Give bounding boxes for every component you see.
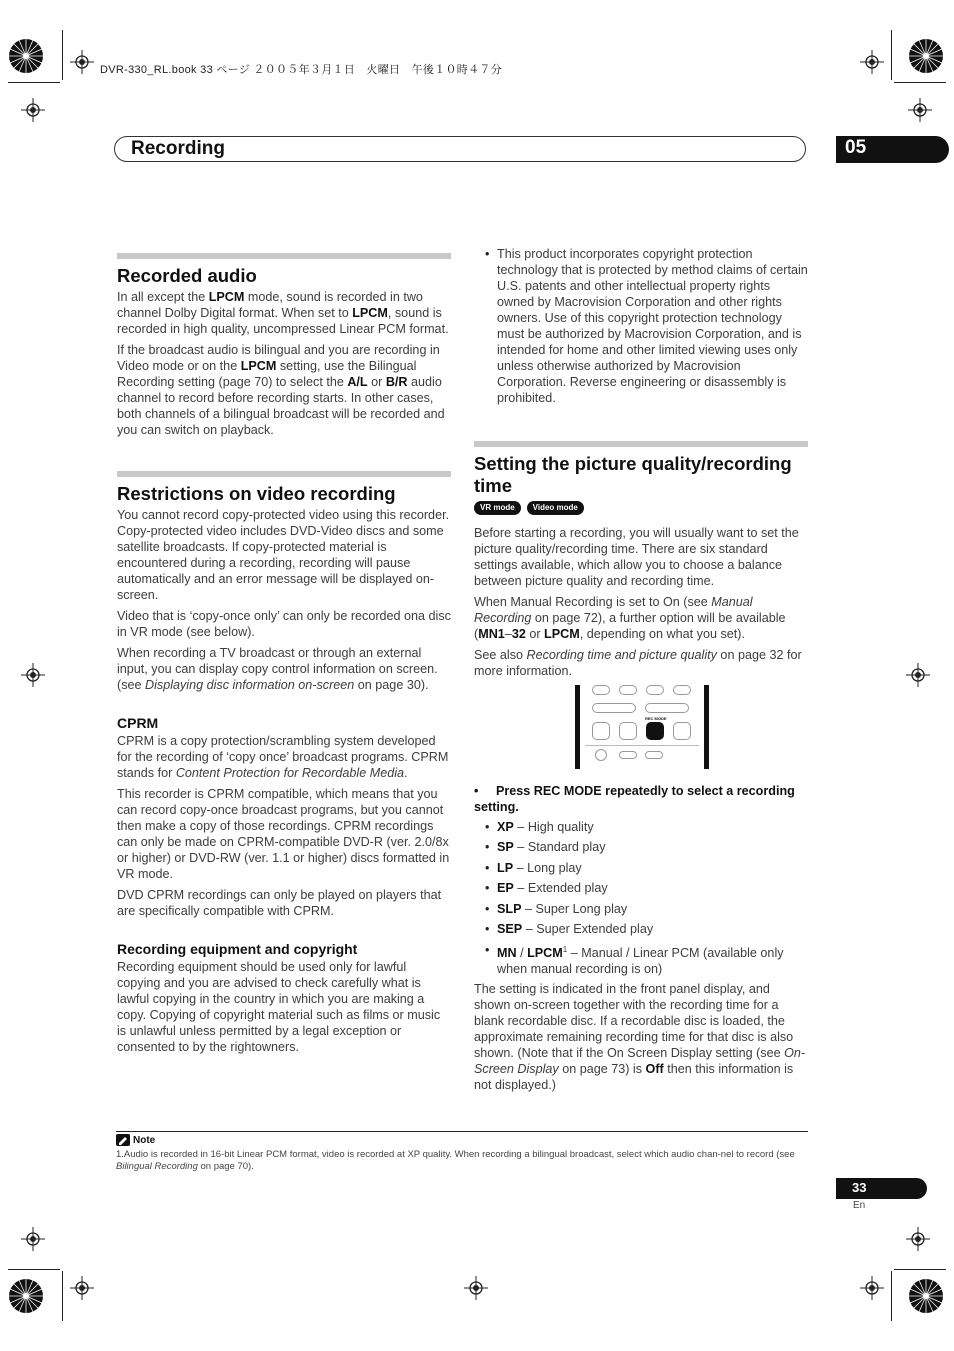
recording-mode-item: • XP – High quality	[474, 819, 808, 835]
picture-quality-heading: Setting the picture quality/recording time	[474, 452, 792, 496]
mode-badges	[474, 501, 808, 515]
sunburst-target-icon	[8, 38, 44, 74]
recording-mode-item: • MN / LPCM$^1$ – Manual / Linear PCM (available only when manual recording is on)	[474, 942, 808, 977]
instruction-text: Press REC MODE repeatedly to select a recording setting.	[474, 783, 795, 814]
remote-button	[592, 685, 610, 695]
registration-mark-icon	[906, 1227, 930, 1251]
crop-line	[894, 82, 946, 83]
registration-mark-icon	[908, 98, 932, 122]
crop-line	[8, 82, 60, 83]
equipment-paragraph: Recording equipment should be used only for lawful copying and you are advised to check carefully what is lawful copying in the country in which you are making a copy. Copying of copyright material such as films or music is unlawful unless permitted by a legal exception or consented to by the rightowners.	[117, 960, 441, 1054]
recording-mode-item: • SLP – Super Long play	[474, 901, 808, 917]
vr-mode-badge: VR mode	[474, 501, 521, 515]
remote-edge	[704, 685, 709, 769]
registration-mark-icon	[21, 98, 45, 122]
recorded-audio-paragraph: In all except the LPCM mode, sound is recorded in two channel Dolby Digital format. When set to LPCM, sound is recorded in high quality, uncompressed Linear PCM format.	[117, 290, 449, 336]
note-text: 1.Audio is recorded in 16-bit Linear PCM format, video is recorded at XP quality. When recording a bilingual broadcast, select which audio chan-nel to record (see Bilingual Recording on page 70).	[116, 1149, 795, 1172]
restrictions-heading: Restrictions on video recording	[117, 483, 396, 504]
remote-control-illustration	[575, 685, 709, 769]
rec-mode-button[interactable]	[646, 722, 664, 740]
remote-button	[595, 749, 607, 761]
remote-button	[673, 722, 691, 740]
registration-mark-icon	[906, 663, 930, 687]
sunburst-target-icon	[908, 38, 944, 74]
crop-line	[894, 1269, 946, 1270]
left-column	[117, 253, 451, 1060]
page-number: 33	[852, 1180, 867, 1195]
section-rule	[117, 253, 451, 259]
remote-button	[619, 751, 637, 759]
registration-mark-icon	[21, 1227, 45, 1251]
page-language: En	[853, 1200, 866, 1211]
cprm-paragraph: CPRM is a copy protection/scrambling system developed for the recording of ‘copy once’ broadcast programs. CPRM stands for Content Protection for Recordable Media.	[117, 734, 449, 780]
section-header	[114, 136, 806, 162]
remote-button	[646, 685, 664, 695]
registration-mark-icon	[70, 1276, 94, 1300]
remote-button	[645, 703, 689, 713]
note-divider	[116, 1131, 808, 1132]
recording-mode-list	[474, 819, 808, 977]
video-mode-badge: Video mode	[527, 501, 584, 515]
picture-quality-paragraph: When Manual Recording is set to On (see Manual Recording on page 72), a further option will be available (MN1–32 or LPCM, depending on what you set).	[474, 594, 786, 641]
registration-mark-icon	[70, 50, 94, 74]
remote-button	[619, 685, 637, 695]
recording-mode-item: • LP – Long play	[474, 860, 808, 876]
remote-button	[592, 722, 610, 740]
crop-line	[62, 30, 63, 80]
equipment-heading: Recording equipment and copyright	[117, 941, 358, 957]
section-rule	[117, 471, 451, 477]
remote-button	[645, 751, 663, 759]
picture-quality-paragraph: See also Recording time and picture quality on page 32 for more information.	[474, 647, 802, 678]
crop-line	[62, 1271, 63, 1321]
crop-line	[891, 1271, 892, 1321]
remote-button	[592, 703, 636, 713]
remote-edge	[575, 685, 580, 769]
sunburst-target-icon	[8, 1278, 44, 1314]
recorded-audio-heading: Recorded audio	[117, 265, 257, 286]
sunburst-target-icon	[908, 1278, 944, 1314]
picture-quality-paragraph: Before starting a recording, you will usually want to set the picture quality/recording time. There are six standard settings available, which allow you to choose a balance between picture quality and recording time.	[474, 525, 799, 588]
recording-mode-item: • SP – Standard play	[474, 839, 808, 855]
restrictions-paragraph: Video that is ‘copy-once only’ can only be recorded ona disc in VR mode (see below).	[117, 609, 451, 639]
right-column	[474, 246, 808, 1098]
registration-mark-icon	[860, 50, 884, 74]
registration-mark-icon	[464, 1276, 488, 1300]
print-file-header: DVR-330_RL.book 33 ページ ２００５年３月１日 火曜日 午後１０時４７分	[100, 64, 503, 76]
note-heading-text: Note	[133, 1134, 156, 1146]
macrovision-notice: • This product incorporates copyright protection technology that is protected by method claims of certain U.S. patents and other intellectual property rights owned by Macrovision Corporation and other rights owners. Use of this copyright protection technology must be authorized by Macrovision Corporation, and is intended for home and other limited viewing uses only unless otherwise authorized by Macrovision Corporation. Reverse engineering or disassembly is prohibited.	[474, 246, 808, 406]
recorded-audio-paragraph: If the broadcast audio is bilingual and you are recording in Video mode or on the LPCM setting, use the Bilingual Recording setting (page 70) to select the A/L or B/R audio channel to record before recording starts. In other cases, both channels of a bilingual broadcast will be recorded and you can switch on playback.	[117, 343, 445, 437]
footnote-ref[interactable]: 1	[562, 944, 568, 954]
recording-mode-item: • SEP – Super Extended play	[474, 921, 808, 937]
chapter-tab	[836, 136, 949, 163]
cprm-heading: CPRM	[117, 715, 159, 731]
instruction-step	[474, 783, 808, 815]
note-heading	[116, 1134, 155, 1146]
chapter-number: 05	[845, 137, 867, 158]
rec-mode-label: REC MODE	[645, 715, 667, 721]
picture-quality-paragraph: The setting is indicated in the front panel display, and shown on-screen together with the recording time for a blank recordable disc. If a recordable disc is loaded, the approximate remaining recording time for that disc is also shown. (Note that if the On Screen Display setting (see On-Screen Display on page 73) is Off then this information is not displayed.)	[474, 982, 806, 1093]
section-rule	[474, 441, 808, 447]
recording-mode-item: • EP – Extended play	[474, 880, 808, 896]
cprm-paragraph: This recorder is CPRM compatible, which means that you can record copy-once broadcast programs, but you cannot then make a copy of those recordings. CPRM recordings can only be made on CPRM-compatible DVD-R (ver. 2.0/8x or higher) or DVD-RW (ver. 1.1 or higher) discs formatted in VR mode.	[117, 787, 450, 881]
crop-line	[891, 30, 892, 80]
page-number-tab	[836, 1178, 927, 1199]
macrovision-list	[474, 246, 808, 406]
restrictions-paragraph: When recording a TV broadcast or through an external input, you can display copy control information on screen. (see Displaying disc information on-screen on page 30).	[117, 646, 438, 692]
note-pencil-icon	[116, 1134, 130, 1146]
registration-mark-icon	[860, 1276, 884, 1300]
restrictions-paragraph: You cannot record copy-protected video using this recorder. Copy-protected video includes DVD-Video discs and some satellite broadcasts. If copy-protected material is encountered during a recording, recording will pause automatically and an error message will be displayed on-screen.	[117, 508, 450, 602]
crop-line	[8, 1269, 60, 1270]
instruction-bullet: •	[474, 783, 479, 798]
cprm-paragraph: DVD CPRM recordings can only be played on players that are specifically compatible with CPRM.	[117, 888, 442, 918]
remote-button	[673, 685, 691, 695]
registration-mark-icon	[21, 663, 45, 687]
remote-button	[619, 722, 637, 740]
section-title: Recording	[131, 138, 225, 159]
remote-divider	[585, 745, 699, 746]
